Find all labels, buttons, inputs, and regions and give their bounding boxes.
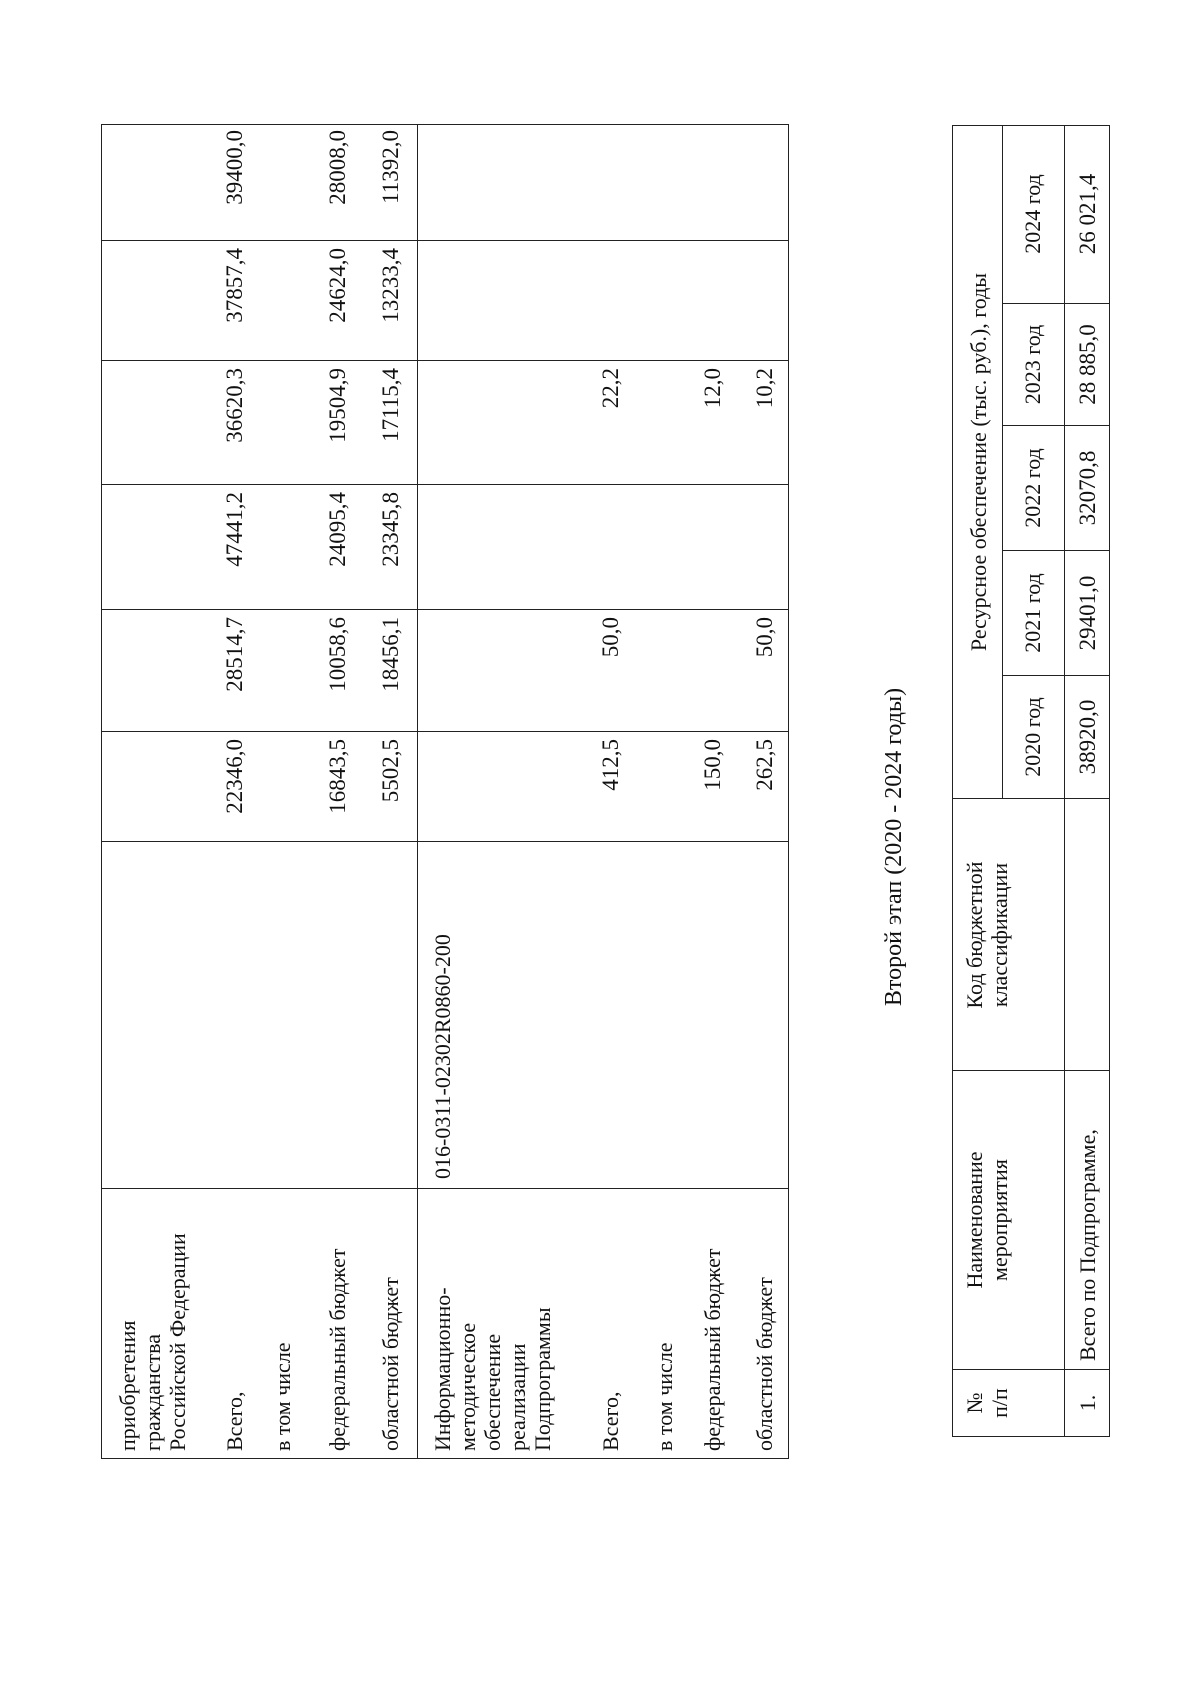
header-budget-code: Код бюджетной классификации — [962, 861, 1012, 1009]
col-line — [101, 240, 789, 241]
budget-code: 016-0311-02302R0860-200 — [430, 934, 455, 1179]
value-cell: 19504,9 — [325, 368, 350, 443]
value-cell: 47441,2 — [222, 492, 247, 567]
value-cell: 24624,0 — [325, 248, 350, 323]
value-2021: 29401,0 — [1075, 575, 1100, 651]
block-a-name: приобретения гражданства Российской Федерации — [115, 1233, 190, 1451]
row-label-total: Всего, — [598, 1391, 623, 1451]
row-label-federal: федеральный бюджет — [700, 1248, 725, 1451]
value-cell: 50,0 — [752, 617, 777, 658]
col-line — [1002, 675, 1110, 676]
row-label-including: в том числе — [652, 1342, 677, 1451]
value-cell: 10,2 — [752, 368, 777, 409]
value-2023: 28 885,0 — [1075, 324, 1100, 405]
value-cell: 13233,4 — [378, 248, 403, 323]
row-label-including: в том числе — [270, 1342, 295, 1451]
value-cell: 16843,5 — [325, 739, 350, 814]
header-year-2023: 2023 год — [1020, 324, 1045, 405]
value-cell: 23345,8 — [378, 492, 403, 567]
col-line — [101, 841, 789, 842]
value-cell: 12,0 — [700, 368, 725, 409]
row-label-regional: областной бюджет — [752, 1277, 777, 1451]
row-line — [1002, 125, 1003, 799]
col-line — [101, 609, 789, 610]
stage-heading: Второй этап (2020 - 2024 годы) — [881, 687, 907, 1007]
block-separator — [417, 124, 418, 1459]
value-cell: 28514,7 — [222, 617, 247, 692]
col-line — [1002, 303, 1110, 304]
value-2020: 38920,0 — [1075, 699, 1100, 775]
value-cell: 36620,3 — [222, 368, 247, 443]
value-cell: 50,0 — [598, 617, 623, 658]
row-activity-name: Всего по Подпрограмме, — [1075, 1129, 1100, 1361]
value-cell: 39400,0 — [222, 130, 247, 205]
header-activity-name: Наименование мероприятия — [962, 1151, 1012, 1289]
value-cell: 10058,6 — [325, 617, 350, 692]
col-line — [101, 731, 789, 732]
row-label-total: Всего, — [222, 1391, 247, 1451]
value-cell: 11392,0 — [378, 130, 403, 204]
row-label-federal: федеральный бюджет — [325, 1248, 350, 1451]
row-line — [1064, 125, 1065, 1437]
value-cell: 262,5 — [752, 739, 777, 791]
value-cell: 22,2 — [598, 368, 623, 409]
value-cell: 37857,4 — [222, 248, 247, 323]
col-line — [101, 360, 789, 361]
header-year-2021: 2021 год — [1020, 573, 1045, 653]
value-cell: 24095,4 — [325, 492, 350, 567]
header-year-2024: 2024 год — [1020, 174, 1045, 254]
row-number: 1. — [1075, 1394, 1100, 1412]
value-cell: 5502,5 — [378, 739, 403, 803]
col-line — [101, 484, 789, 485]
value-2022: 32070,8 — [1075, 450, 1100, 526]
value-cell: 22346,0 — [222, 739, 247, 814]
col-line — [1002, 425, 1110, 426]
header-number: № п/п — [962, 1388, 1012, 1418]
col-line — [952, 1369, 1110, 1370]
col-line — [952, 798, 1110, 799]
block-b-name: Информационно- методическое обеспечение реализации Подпрограммы — [430, 1287, 555, 1451]
header-year-2022: 2022 год — [1020, 448, 1045, 528]
col-line — [101, 1188, 789, 1189]
col-line — [1002, 550, 1110, 551]
header-resource-provision: Ресурсное обеспечение (тыс. руб.), годы — [966, 272, 991, 652]
value-2024: 26 021,4 — [1075, 173, 1100, 255]
value-cell: 412,5 — [598, 739, 623, 791]
header-year-2020: 2020 год — [1020, 697, 1045, 777]
value-cell: 150,0 — [700, 739, 725, 791]
value-cell: 28008,0 — [325, 130, 350, 205]
row-label-regional: областной бюджет — [378, 1277, 403, 1451]
value-cell: 18456,1 — [378, 617, 403, 692]
value-cell: 17115,4 — [378, 368, 403, 442]
col-line — [952, 1070, 1110, 1071]
